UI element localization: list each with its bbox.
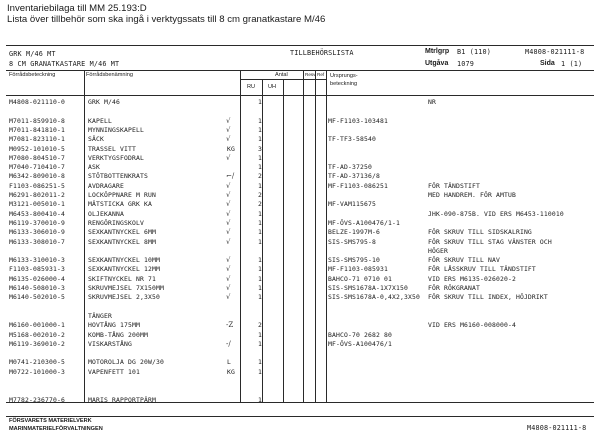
material-line-2: 8 CM GRANATKASTARE M/46 MT [9,60,120,68]
row-id: M6119-370010-9 [9,218,65,227]
row-check-mark: √ [226,116,231,125]
row-check-mark: √ [226,181,231,190]
row-name: SKRUVMEJSEL 7X150MM [88,284,164,292]
row-quantity: 1 [258,135,262,144]
row-name: VERKTYGSFODRAL [88,153,144,162]
row-quantity: 2 [258,200,262,209]
row-name: KAPELL [88,116,112,125]
row-id: M6133-310010-3 [9,256,65,265]
row-origin: MF-F1103-085931 [328,265,388,274]
row-id: M7011-841810-1 [9,125,65,134]
row-origin: BELZE-1997M-6 [328,228,380,237]
table-row [0,107,600,115]
material-line-1: GRK M/46 MT [9,50,56,58]
row-check-mark: √ [226,265,231,274]
row-id: M4808-021110-0 [9,98,65,106]
table-row [0,321,600,329]
row-check-mark: √ [226,209,231,218]
sida-label: Sida [540,60,555,67]
utgava-label: Utgåva [425,60,449,67]
row-origin: TF-AD-37136/8 [328,172,380,181]
row-quantity: 1 [258,339,262,348]
row-origin: TF-AD-37250 [328,163,372,172]
row-check-mark: √ [226,153,231,162]
doc-number: M4808-021111-8 [525,48,585,56]
row-check-mark: ⌐/ [226,172,235,181]
row-name: TÄNGER [88,311,112,320]
table-row [0,265,600,273]
footer-org-2: MARINMATERIELFÖRVALTNINGEN [9,426,103,432]
table-row [0,182,600,190]
table-row [0,284,600,292]
row-quantity: 1 [258,228,262,237]
table-row [0,210,600,218]
table-row [0,377,600,385]
sida-value: 1 (1) [561,60,583,68]
row-id: M7080-804510-7 [9,153,65,162]
row-check-mark: -Z [226,321,234,330]
row-id: M6342-809010-8 [9,172,65,181]
row-quantity: 1 [258,98,262,106]
row-quantity: 1 [258,116,262,125]
row-remark: MED HANDREM. FÖR AMTUB [428,191,516,199]
table-row [0,358,600,366]
row-origin: MF-ÖVS-A100476/1-1 [328,218,400,227]
row-name: HOVTÅNG 175MM [88,321,140,330]
footer-doc-number: M4808-021111-8 [527,424,587,432]
row-remark: HÖGER [428,246,448,255]
row-quantity: 1 [258,284,262,292]
row-remark: FÖR RÖKGRANAT [428,284,480,292]
row-quantity: 1 [258,163,262,172]
row-remark: FÖR SKRUV TILL SIDSKALRING [428,228,532,237]
row-origin: SIS-SMS795-8 [328,237,376,246]
row-origin: SIS-SMS795-10 [328,256,380,265]
table-row [0,368,600,376]
row-id: M6160-001000-1 [9,321,65,330]
row-name: MYNNINGSKAPELL [88,125,144,134]
row-name: MÄTSTICKA GRK KA [88,200,152,209]
table-row [0,191,600,199]
row-name: VISKARSTÅNG [88,339,132,348]
row-id: M6119-369010-2 [9,339,65,348]
row-quantity: 1 [258,125,262,134]
row-check-mark: √ [226,274,231,283]
row-unit: KG [227,367,235,376]
row-name: SKIFTNYCKEL NR 71 [88,274,156,283]
row-quantity: 1 [258,218,262,227]
row-name: MOTOROLJA DG 20W/30 [88,358,164,367]
row-id: F1103-086251-5 [9,181,65,190]
row-origin: TF-TF3-58540 [328,135,376,144]
table-row [0,126,600,134]
row-quantity: 1 [258,265,262,274]
row-name: AVDRAGARE [88,181,124,190]
row-name: STÖTBOTTENKRATS [88,172,148,181]
row-check-mark: √ [226,125,231,134]
list-name: TILLBEHÖRSLISTA [290,49,354,57]
row-remark: FÖR SKRUV TILL NAV [428,256,500,265]
col-uh: UH [268,84,277,90]
table-row [0,145,600,153]
document-subtitle: Lista över tillbehör som ska ingå i verktygssats till 8 cm granatkastare M/46 [7,14,326,25]
row-name: ASK [88,163,100,172]
row-id: M5168-002010-2 [9,330,65,339]
table-row [0,386,600,394]
row-quantity: 1 [258,358,262,367]
row-quantity: 1 [258,181,262,190]
row-id: M6453-800410-4 [9,209,65,218]
row-id: M6133-306010-9 [9,228,65,237]
col-forrad: Förrådsbeteckning [9,72,56,78]
col-ursprung: Ursprungs- beteckning [330,73,358,87]
row-remark: FÖR LÅSSKRUV TILL TÄNDSTIFT [428,265,536,274]
row-name: SEXKANTNYCKEL 10MM [88,256,160,265]
row-quantity: 1 [258,330,262,339]
row-check-mark: √ [226,218,231,227]
table-row [0,303,600,311]
row-quantity: 1 [258,256,262,265]
footer-org-1: FÖRSVARETS MATERIELVERK [9,418,92,424]
row-id: F1103-085931-3 [9,265,65,274]
col-resv: Resv [305,72,316,77]
table-row [0,219,600,227]
row-origin: BAHCO-70 2682 80 [328,330,392,339]
row-id: M6135-026000-4 [9,274,65,283]
row-id: M0741-210300-5 [9,358,65,367]
row-check-mark: √ [226,293,231,302]
row-remark: FÖR SKRUV TILL INDEX, HÖJDRIKT [428,293,548,302]
row-unit: KG [227,144,235,153]
table-row [0,98,600,106]
row-name: KOMB-TÅNG 200MM [88,330,148,339]
row-remark: VID ERS M6160-008000-4 [428,321,516,330]
row-check-mark: -/ [226,339,231,348]
col-antal: Antal [275,72,288,78]
row-name: GRK M/46 [88,98,120,106]
row-quantity: 2 [258,321,262,330]
row-id: M6140-508010-3 [9,284,65,292]
row-quantity: 1 [258,153,262,162]
row-quantity: 2 [258,172,262,181]
row-quantity: 3 [258,144,262,153]
row-name: LOCKÖPPNARE M RUN [88,191,156,199]
row-check-mark: √ [226,191,231,199]
row-name: SEXKANTNYCKEL 8MM [88,237,156,246]
row-id: M6140-502010-5 [9,293,65,302]
row-remark: JHK-090-875B. VID ERS M6453-110010 [428,209,564,218]
mtrlgrp-value: B1 (110) [457,48,491,56]
row-name: MARIS RAPPORTPÄRM [88,395,156,404]
row-name: VAPENFETT 101 [88,367,140,376]
row-origin: SIS-SMS1678A-0,4X2,3X50 [328,293,420,302]
row-remark: FÖR TÄNDSTIFT [428,181,480,190]
row-remark: NR [428,98,436,106]
row-quantity: 1 [258,209,262,218]
row-id: M7040-710410-7 [9,163,65,172]
table-row [0,135,600,143]
row-remark: VID ERS M6135-026020-2 [428,274,516,283]
row-id: M0952-101010-5 [9,144,65,153]
row-check-mark: √ [226,237,231,246]
col-ref: Ref [317,72,325,77]
table-row [0,200,600,208]
table-row [0,293,600,301]
document-title: Inventariebilaga till MM 25.193:D [7,3,147,14]
row-name: SÄCK [88,135,104,144]
row-name: OLJEKANNA [88,209,124,218]
table-row [0,154,600,162]
col-benamning: Förrådsbenämning [86,72,133,78]
row-quantity: 1 [258,293,262,302]
row-quantity: 2 [258,191,262,199]
row-check-mark: √ [226,284,231,292]
row-origin: MF-F1103-086251 [328,181,388,190]
table-row [0,172,600,180]
row-id: M6291-802011-2 [9,191,65,199]
row-origin: MF-F1103-103481 [328,116,388,125]
utgava-value: 1079 [457,60,474,68]
table-row [0,312,600,320]
row-id: M7011-859910-8 [9,116,65,125]
row-check-mark: √ [226,200,231,209]
row-quantity: 1 [258,367,262,376]
table-row [0,247,600,255]
row-origin: MF-ÖVS-A100476/1 [328,339,392,348]
row-id: M0722-101000-3 [9,367,65,376]
row-name: SEXKANTNYCKEL 12MM [88,265,160,274]
row-id: M7081-823110-1 [9,135,65,144]
row-check-mark: √ [226,228,231,237]
table-row [0,331,600,339]
table-row [0,238,600,246]
table-row [0,275,600,283]
row-origin: SIS-SMS1678A-1X7X150 [328,284,408,292]
row-remark: FÖR SKRUV TILL STAG VÄNSTER OCH [428,237,552,246]
mtrlgrp-label: Mtrlgrp [425,48,450,55]
row-name: RENGÖRINGSKOLV [88,218,144,227]
row-quantity: 1 [258,274,262,283]
row-id: M7782-236770-6 [9,395,65,404]
row-name: TRASSEL VITT [88,144,136,153]
row-id: M3121-005010-1 [9,200,65,209]
row-unit: L [227,358,231,367]
table-row [0,228,600,236]
row-quantity: 1 [258,395,262,404]
table-row [0,396,600,404]
table-row [0,340,600,348]
col-ru: RU [247,84,256,90]
row-id: M6133-308010-7 [9,237,65,246]
row-name: SKRUVMEJSEL 2,3X50 [88,293,160,302]
row-check-mark: √ [226,256,231,265]
table-row [0,163,600,171]
table-row [0,117,600,125]
row-quantity: 1 [258,237,262,246]
table-row [0,256,600,264]
table-row [0,349,600,357]
row-origin: BAHCO-71 0710 01 [328,274,392,283]
row-check-mark: √ [226,135,231,144]
row-name: SEXKANTNYCKEL 6MM [88,228,156,237]
row-origin: MF-VAM115675 [328,200,376,209]
